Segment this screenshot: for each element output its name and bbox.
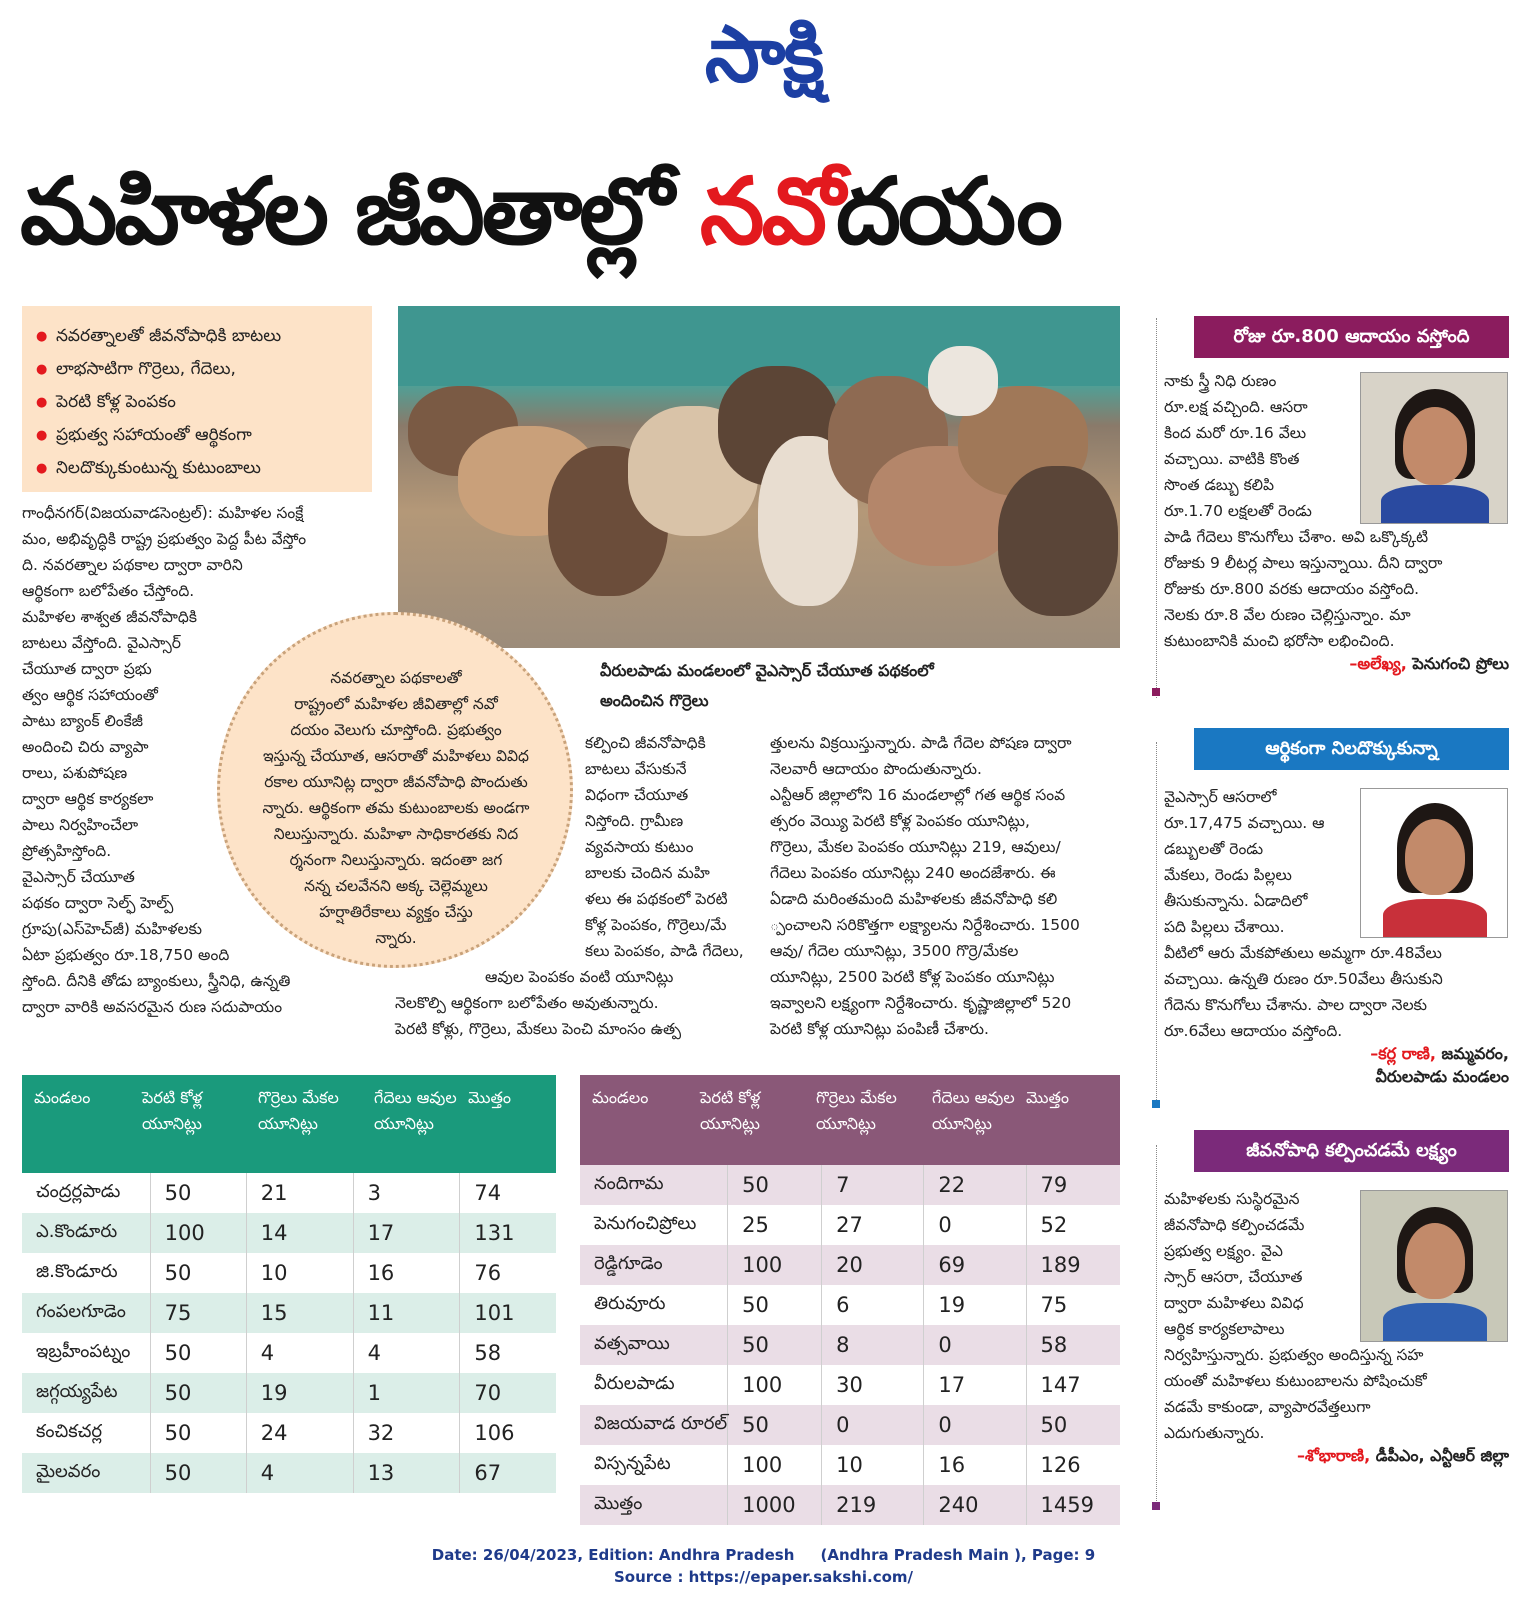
text-line: నిర్వహిస్తున్నారు. ప్రభుత్వం అందిస్తున్న సహ [1164, 1346, 1424, 1364]
table-cell: 100 [150, 1213, 246, 1253]
table-row [22, 1373, 556, 1413]
table-cell: 67 [460, 1453, 556, 1493]
photo-caption [600, 656, 1120, 716]
text-line: నెలవారీ ఆదాయం పొందుతున్నారు. [770, 760, 982, 778]
table-cell: 75 [150, 1293, 246, 1333]
table-row [580, 1405, 1120, 1445]
column-header: గొర్రెలు మేకల యూనిట్లు [816, 1088, 897, 1133]
text-line: బాటలు వేసుకునే [585, 760, 687, 778]
text-line: పథకం ద్వారా సెల్ఫ్ హెల్ప్ [22, 894, 174, 912]
text-line: రోజుకు రూ.800 వరకు ఆదాయం వస్తోంది. [1164, 580, 1420, 598]
table-cell: జి.కొండూరు [36, 1260, 118, 1282]
table-cell: కంచికచర్ల [36, 1420, 103, 1442]
column-header: గేదెలు ఆవుల యూనిట్లు [374, 1088, 457, 1133]
table-cell: 10 [246, 1253, 353, 1293]
text-line: ద్వారా వారికి అవసరమైన రుణ సదుపాయం [22, 998, 283, 1016]
table-cell: 50 [728, 1165, 822, 1205]
table-cell: 69 [924, 1245, 1026, 1285]
text-line: ఏటా ప్రభుత్వం రూ.18,750 అంది [22, 946, 230, 964]
text-line: త్సరం వెయ్యి పెరటి కోళ్ల పెంపకం యూనిట్లు, [770, 812, 1030, 830]
text-line: ఆవుల పెంపకం వంటి యూనిట్లు [485, 968, 674, 986]
table-cell: 24 [246, 1413, 353, 1453]
table-cell: వీరులపాడు [594, 1372, 675, 1394]
table-cell: చంద్రర్లపాడు [36, 1180, 121, 1202]
text-line: డబ్బులతో రెండు [1164, 840, 1264, 858]
highlight-item-continued: ● నిలదొక్కుకుంటున్న కుటుంబాలు [36, 452, 362, 485]
table-row [580, 1365, 1120, 1405]
table-cell: 58 [460, 1333, 556, 1373]
table-row [580, 1205, 1120, 1245]
woman-portrait [1360, 788, 1508, 938]
table-cell: విస్సన్నపేట [594, 1452, 671, 1474]
column-header: మొత్తం [1026, 1088, 1070, 1107]
table-row [580, 1325, 1120, 1365]
table-cell: ఇబ్రహీంపట్నం [36, 1340, 131, 1362]
text-line: కలు పెంపకం, పాడి గేదెలు, [585, 942, 744, 960]
table-row [22, 1173, 556, 1213]
text-line: నన్న చలవేనని అక్క చెల్లెమ్మలు [304, 877, 488, 895]
table-cell: 4 [246, 1333, 353, 1373]
text-line: విధంగా చేయూత [585, 786, 689, 804]
sheep-shape [998, 466, 1118, 616]
text-line: పాటు బ్యాంక్ లింకేజీ [22, 712, 144, 730]
text-line: ద్వారా మహిళలు వివిధ [1164, 1294, 1304, 1312]
table-cell: 58 [1026, 1325, 1120, 1365]
stats-table-2 [580, 1075, 1120, 1525]
table-cell: 126 [1026, 1445, 1120, 1485]
sidebar-signature [1164, 654, 1509, 677]
text-line: గ్రూపు(ఎస్‌హెచ్‌జీ) మహిళలకు [22, 920, 202, 938]
column-header: పెరటి కోళ్ల యూనిట్లు [142, 1088, 203, 1133]
text-line: హర్షాతిరేకాలు వ్యక్తం చేస్తు [319, 903, 473, 921]
table-cell: 50 [150, 1333, 246, 1373]
sidebar-marker [1152, 1502, 1160, 1510]
table-cell: 74 [460, 1173, 556, 1213]
text-line: చేయూత ద్వారా ప్రభు [22, 660, 152, 678]
table-cell: 22 [924, 1165, 1026, 1205]
table-header [22, 1075, 556, 1173]
text-line: ఆర్థికంగా బలోపేతం చేస్తోంది. [22, 582, 195, 600]
text-line: మం, అభివృద్ధికి రాష్ట్ర ప్రభుత్వం పెద్ద పీట వేస్తోం [22, 530, 307, 548]
text-line: బాటలు వేస్తోంది. వైఎస్సార్ [22, 634, 181, 652]
text-line: వచ్చాయి. వాటికి కొంత [1164, 450, 1300, 468]
text-line: కింద మరో రూ.16 వేలు [1164, 424, 1307, 442]
text-line: ఎన్టీఆర్ జిల్లాలోని 16 మండలాల్లో గత ఆర్థిక సంవ [770, 786, 1066, 804]
source-link[interactable]: Source : https://epaper.sakshi.com/ [613, 1568, 913, 1586]
table-cell: 219 [822, 1485, 924, 1525]
table-cell: 50 [150, 1413, 246, 1453]
text-line: పాడి గేదెలు కొనుగోలు చేశాం. అవి ఒక్కొక్కటి [1164, 528, 1429, 546]
table-cell: 189 [1026, 1245, 1120, 1285]
text-line: పది పిల్లలు చేశాయి. [1164, 918, 1285, 936]
headline [20, 158, 1510, 288]
highlights-box [22, 306, 372, 492]
text-line: స్సార్ ఆసరా, చేయూత [1164, 1268, 1303, 1286]
sidebar-title: రోజు రూ.800 ఆదాయం వస్తోంది [1194, 316, 1509, 358]
table-cell: విజయవాడ రూరల్ [594, 1412, 728, 1434]
text-line: మహిళలకు సుస్థిరమైన [1164, 1190, 1300, 1208]
text-line: ఆవు/ గేదెల యూనిట్లు, 3500 గొర్రె/మేకల [770, 942, 1019, 960]
table-header [580, 1075, 1120, 1165]
table-cell: 27 [822, 1205, 924, 1245]
signature-place: జమ్మవరం, [1435, 1044, 1509, 1063]
text-line: రూ.6వేలు ఆదాయం వస్తోంది. [1164, 1022, 1343, 1040]
table-cell: 14 [246, 1213, 353, 1253]
text-line: రోజుకు 9 లీటర్ల పాలు ఇస్తున్నాయి. దీని ద్వారా [1164, 554, 1443, 572]
text-line: వచ్చాయి. ఉన్నతి రుణం రూ.50వేలు తీసుకుని [1164, 970, 1443, 988]
table-cell: 0 [924, 1405, 1026, 1445]
text-line: న్నారు. [375, 929, 417, 947]
table-cell: 16 [924, 1445, 1026, 1485]
table-row [580, 1285, 1120, 1325]
sidebar-title: ఆర్థికంగా నిలదొక్కుకున్నా [1194, 728, 1509, 770]
page-footer [0, 1544, 1527, 1588]
highlight-item: ● నవరత్నాలతో జీవనోపాధికి బాటలు [36, 320, 362, 353]
text-line: కోళ్ల పెంపకం, గొర్రెలు/మే [585, 916, 727, 934]
table-cell: నందిగామ [594, 1172, 664, 1194]
table-cell: 0 [924, 1325, 1026, 1365]
highlight-item-continued: ● పెరటి కోళ్ల పెంపకం [36, 386, 362, 419]
text-line: రూ.17,475 వచ్చాయి. ఆ [1164, 814, 1325, 832]
table-cell: 50 [150, 1373, 246, 1413]
table-row [22, 1453, 556, 1493]
table-cell: గంపలగూడెం [36, 1300, 126, 1322]
text-line: బాలకు చెందిన మహి [585, 864, 710, 882]
sidebar-rule [1156, 318, 1157, 698]
table-row [580, 1165, 1120, 1205]
text-line: ఇస్తున్న చేయూత, ఆసరాతో మహిళలు వివిధ [263, 747, 529, 765]
text-line: వడమే కాకుండా, వ్యాపారవేత్తలుగా [1164, 1398, 1371, 1416]
table-cell: 30 [822, 1365, 924, 1405]
highlight-item: ● ప్రభుత్వ సహాయంతో ఆర్థికంగా [36, 419, 362, 452]
sidebar-signature [1164, 1446, 1509, 1469]
table-cell: 50 [150, 1173, 246, 1213]
text-line: ది. నవరత్నాల పథకాల ద్వారా వారిని [22, 556, 243, 574]
table-row [580, 1245, 1120, 1285]
table-cell: 19 [246, 1373, 353, 1413]
table-row [22, 1253, 556, 1293]
sidebar-marker [1152, 1100, 1160, 1108]
text-line: వీటిలో ఆరు మేకపోతులు అమ్మగా రూ.48వేలు [1164, 944, 1442, 962]
table-cell: 100 [728, 1365, 822, 1405]
text-line: నెలకు రూ.8 వేల రుణం చెల్లిస్తున్నాం. మా [1164, 606, 1411, 624]
text-line: నాకు స్త్రీ నిధి రుణం [1164, 372, 1277, 390]
sidebar-signature [1164, 1044, 1509, 1067]
text-line: వ్యవసాయ కుటుం [585, 838, 694, 856]
table-cell: 7 [822, 1165, 924, 1205]
text-line: ఎదుగుతున్నారు. [1164, 1424, 1265, 1442]
caption-line: అందించిన గొర్రెలు [600, 691, 709, 710]
sidebar-box-2 [1164, 728, 1509, 1090]
table-cell: 50 [1026, 1405, 1120, 1445]
text-line: సొంత డబ్బు కలిపి [1164, 476, 1275, 494]
table-cell: 3 [353, 1173, 460, 1213]
text-line: పెరటి కోళ్లు, గొర్రెలు, మేకలు పెంచి మాంసం ఉత్ప [395, 1020, 682, 1038]
table-row [22, 1213, 556, 1253]
column-header: గొర్రెలు మేకల యూనిట్లు [258, 1088, 339, 1133]
table-cell: 1000 [728, 1485, 822, 1525]
signature-name: –కర్ల రాణి, [1370, 1044, 1436, 1063]
stats-table-1 [22, 1075, 556, 1493]
sidebar-rule [1156, 742, 1157, 1102]
table-row [580, 1445, 1120, 1485]
signature-place: పెనుగంచి ప్రోలు [1406, 654, 1509, 673]
table-cell: 75 [1026, 1285, 1120, 1325]
table-body [22, 1173, 556, 1493]
column-header: పెరటి కోళ్ల యూనిట్లు [700, 1088, 761, 1133]
edition-info: Date: 26/04/2023, Edition: Andhra Pradesh (Andhra Pradesh Main ), Page: 9 [431, 1546, 1096, 1564]
sidebar-title: జీవనోపాధి కల్పించడమే లక్ష్యం [1194, 1130, 1509, 1172]
text-line: కుటుంబానికి మంచి భరోసా లభించింది. [1164, 632, 1395, 650]
table-cell: 100 [728, 1445, 822, 1485]
sheep-photo [398, 306, 1120, 648]
table-row [22, 1413, 556, 1453]
table-row [22, 1333, 556, 1373]
text-line: న్నారు. ఆర్థికంగా తమ కుటుంబాలకు అండగా [262, 799, 530, 817]
article-column-3 [770, 730, 1120, 1042]
table-cell: 20 [822, 1245, 924, 1285]
text-line: దయం వెలుగు చూస్తోంది. ప్రభుత్వం [290, 721, 502, 739]
table-cell: మైలవరం [36, 1460, 101, 1482]
table-cell: 106 [460, 1413, 556, 1453]
text-line: ప్రోత్సహిస్తోంది. [22, 842, 112, 860]
sidebar-box-3 [1164, 1130, 1509, 1469]
woman-portrait [1360, 372, 1508, 524]
text-line: మహిళల శాశ్వత జీవనోపాధికి [22, 608, 197, 626]
sidebar-rule [1156, 1145, 1157, 1505]
text-line: ర్శనంగా నిలుస్తున్నారు. ఇదంతా జగ [289, 851, 503, 869]
text-line: అందించి చిరు వ్యాపా [22, 738, 149, 756]
text-line: త్తులను విక్రయిస్తున్నారు. పాడి గేదెల పోషణ ద్వారా [770, 734, 1072, 752]
text-line: రూ.1.70 లక్షలతో రెండు [1164, 502, 1312, 520]
pull-quote [217, 612, 573, 968]
table-cell: రెడ్డిగూడెం [594, 1252, 663, 1274]
text-line: మేకలు, రెండు పిల్లలు [1164, 866, 1292, 884]
text-line: నెలకొల్పి ఆర్థికంగా బలోపేతం అవుతున్నారు. [395, 994, 659, 1012]
table-cell: 25 [728, 1205, 822, 1245]
text-line: ఇవ్వాలని లక్ష్యంగా నిర్దేశించారు. కృష్ణాజిల్లాలో 520 [770, 994, 1072, 1012]
sidebar-box-1 [1164, 316, 1509, 677]
table-cell: 52 [1026, 1205, 1120, 1245]
table-cell: 4 [353, 1333, 460, 1373]
text-line: ఏడాది మరింతమంది మహిళలకు జీవనోపాధి కలి [770, 890, 1058, 908]
table-cell: 10 [822, 1445, 924, 1485]
text-line: నవరత్నాల పథకాలతో [330, 669, 462, 687]
table-cell: 1 [353, 1373, 460, 1413]
sidebar-signature-line2: వీరులపాడు మండలం [1375, 1067, 1509, 1086]
text-line: ్పంచాలని సరికొత్తగా లక్ష్యాలను నిర్దేశించారు. 1500 [770, 916, 1080, 934]
text-line: పాలు నిర్వహించేలా [22, 816, 139, 834]
table-cell: 0 [822, 1405, 924, 1445]
table-cell: 15 [246, 1293, 353, 1333]
table-cell: ఎ.కొండూరు [36, 1220, 118, 1242]
table-cell: 32 [353, 1413, 460, 1453]
column-header: మండలం [34, 1088, 91, 1107]
text-line: రూ.లక్ష వచ్చింది. ఆసరా [1164, 398, 1308, 416]
text-line: ద్వారా ఆర్థిక కార్యకలా [22, 790, 154, 808]
sidebar-marker [1152, 688, 1160, 696]
text-line: రాలు, పశుపోషణ [22, 764, 128, 782]
newspaper-logo: సాక్షి [704, 10, 823, 100]
table-cell: 11 [353, 1293, 460, 1333]
column-header: మొత్తం [468, 1088, 512, 1107]
table-cell: 147 [1026, 1365, 1120, 1405]
text-line: గొర్రెలు, మేకల పెంపకం యూనిట్లు 219, ఆవులు/ [770, 838, 1061, 856]
headline-part1: మహిళల జీవితాల్లో [20, 158, 700, 265]
text-line: యూనిట్లు, 2500 పెరటి కోళ్ల పెంపకం యూనిట్లు [770, 968, 1055, 986]
table-cell: 131 [460, 1213, 556, 1253]
headline-part2: నవో [699, 158, 836, 265]
caption-line: వీరులపాడు మండలంలో వైఎస్సార్ చేయూత పథకంలో [600, 661, 934, 680]
text-line: రకాల యూనిట్ల ద్వారా జీవనోపాధి పొందుతు [264, 773, 528, 791]
table-cell: 76 [460, 1253, 556, 1293]
table-cell: 8 [822, 1325, 924, 1365]
signature-name: –అలేఖ్య, [1349, 654, 1407, 673]
table-cell: 50 [728, 1405, 822, 1445]
table-cell: 1459 [1026, 1485, 1120, 1525]
table-cell: జగ్గయ్యపేట [36, 1380, 118, 1402]
table-cell: 17 [353, 1213, 460, 1253]
highlight-item: ● లాభసాటిగా గొర్రెలు, గేదెలు, [36, 353, 362, 386]
table-row [580, 1485, 1120, 1525]
text-line: గాంధీనగర్(విజయవాడసెంట్రల్): మహిళల సంక్షే [22, 504, 304, 522]
column-header: మండలం [592, 1088, 649, 1107]
table-cell: తిరువూరు [594, 1292, 666, 1314]
signature-name: –శోభారాణి, [1296, 1446, 1371, 1465]
headline-part3: దయం [835, 158, 1060, 265]
woman-portrait [1360, 1190, 1508, 1342]
table-cell: 4 [246, 1453, 353, 1493]
table-cell: 50 [150, 1253, 246, 1293]
table-cell: 50 [728, 1325, 822, 1365]
table-cell: వత్సవాయి [594, 1332, 670, 1354]
text-line: గేదెలు పెంపకం యూనిట్లు 240 అందజేశారు. ఈ [770, 864, 1056, 882]
table-row [22, 1293, 556, 1333]
sheep-shape [928, 346, 998, 416]
text-line: ఆర్థిక కార్యకలాపాలు [1164, 1320, 1285, 1338]
table-cell: 79 [1026, 1165, 1120, 1205]
table-cell: 13 [353, 1453, 460, 1493]
table-cell: 19 [924, 1285, 1026, 1325]
text-line: ప్రభుత్వ లక్ష్యం. వైఎ [1164, 1242, 1283, 1260]
text-line: నిస్తోంది. గ్రామీణ [585, 812, 684, 830]
table-cell: 240 [924, 1485, 1026, 1525]
text-line: తీసుకున్నాను. ఏడాదిలో [1164, 892, 1308, 910]
table-cell: 101 [460, 1293, 556, 1333]
table-cell: 21 [246, 1173, 353, 1213]
text-line: గేదెను కొనుగోలు చేశాను. పాల ద్వారా నెలకు [1164, 996, 1428, 1014]
table-cell: 16 [353, 1253, 460, 1293]
text-line: వైఎస్సార్ చేయూత [22, 868, 135, 886]
table-cell: మొత్తం [594, 1492, 643, 1514]
text-line: కల్పించి జీవనోపాధికి [585, 734, 706, 752]
text-line: జీవనోపాధి కల్పించడమే [1164, 1216, 1305, 1234]
text-line: యంతో మహిళలు కుటుంబాలను పోషించుకో [1164, 1372, 1427, 1390]
table-cell: 50 [728, 1285, 822, 1325]
table-cell: 70 [460, 1373, 556, 1413]
text-line: త్వం ఆర్థిక సహాయంతో [22, 686, 158, 704]
text-line: రాష్ట్రంలో మహిళల జీవితాల్లో నవో [294, 695, 498, 713]
text-line: స్తోంది. దీనికి తోడు బ్యాంకులు, స్త్రీనిధి, ఉన్నతి [22, 972, 291, 990]
table-cell: 0 [924, 1205, 1026, 1245]
table-cell: 100 [728, 1245, 822, 1285]
text-line: వైఎస్సార్ ఆసరాలో [1164, 788, 1277, 806]
table-cell: పెనుగంచిప్రోలు [594, 1212, 697, 1234]
column-header: గేదెలు ఆవుల యూనిట్లు [932, 1088, 1015, 1133]
signature-place: డీపీఎం, ఎన్టీఆర్ జిల్లా [1370, 1446, 1509, 1465]
text-line: పెరటి కోళ్ల యూనిట్లు పంపిణీ చేశారు. [770, 1020, 989, 1038]
table-cell: 17 [924, 1365, 1026, 1405]
text-line: నిలుస్తున్నారు. మహిళా సాధికారతకు నిద [273, 825, 519, 843]
table-body [580, 1165, 1120, 1525]
table-cell: 6 [822, 1285, 924, 1325]
table-cell: 50 [150, 1453, 246, 1493]
text-line: ళలు ఈ పథకంలో పెరటి [585, 890, 728, 908]
